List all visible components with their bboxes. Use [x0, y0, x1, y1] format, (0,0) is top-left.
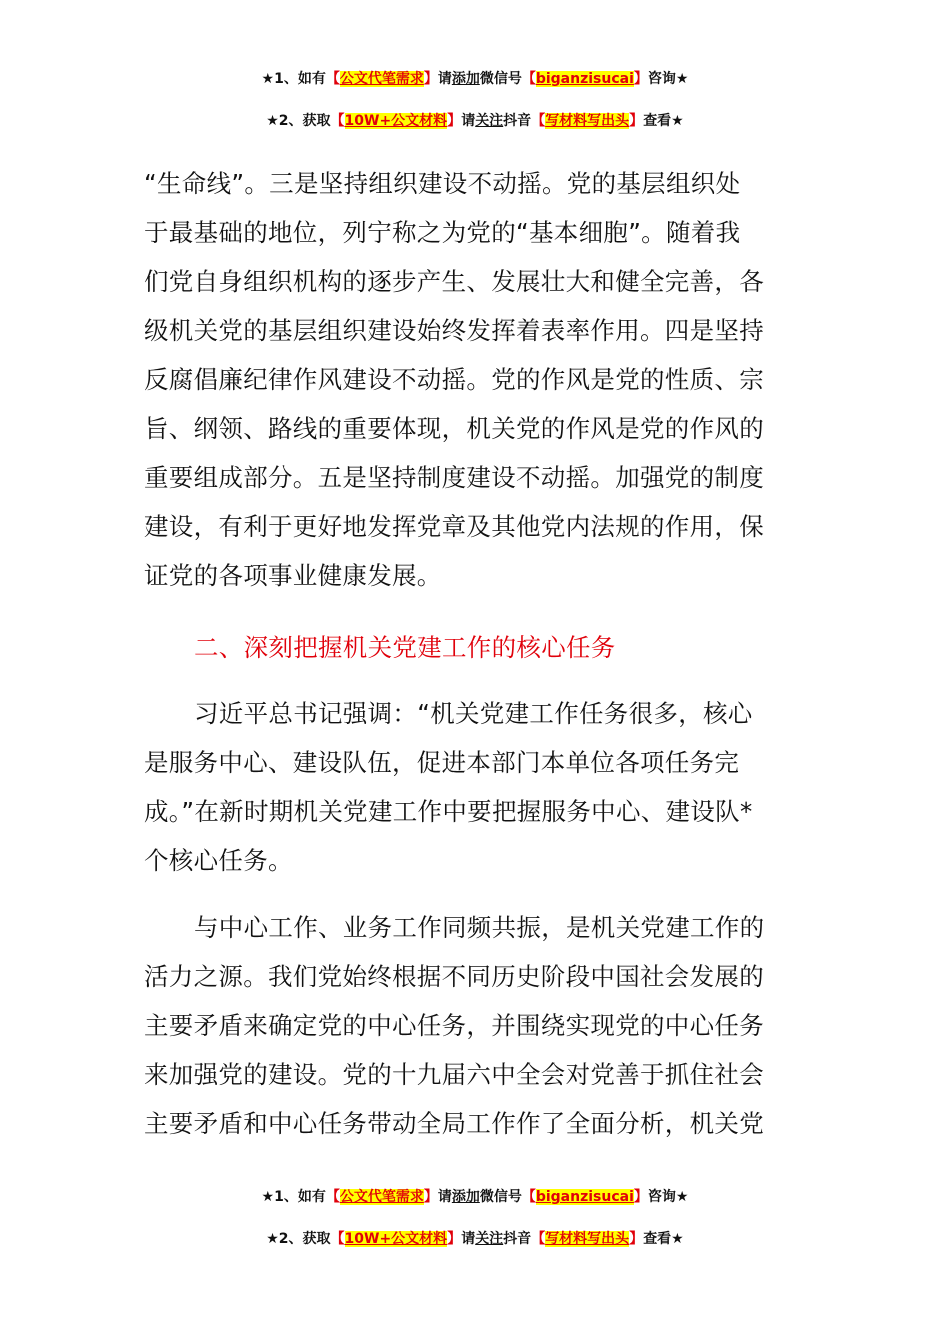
banner-text: 请	[437, 71, 452, 87]
bracket: 】	[423, 71, 438, 87]
text-line: 于最基础的地位，列宁称之为党的“基本细胞”。随着我	[144, 218, 741, 247]
bracket: 【	[325, 71, 340, 87]
text-line: 主要矛盾来确定党的中心任务，并围绕实现党的中心任务	[144, 1011, 764, 1040]
banner-text: 微信号	[479, 1189, 522, 1205]
banner-text: ★1、如有	[261, 1189, 326, 1205]
banner-underlined: 添加	[451, 71, 480, 87]
paragraph-1	[144, 159, 808, 600]
banner-text: ★2、获取	[266, 1231, 331, 1247]
bracket: 【	[325, 1189, 340, 1205]
banner-underlined: 关注	[475, 113, 504, 129]
banner-text: 请	[461, 1231, 476, 1247]
paragraph-3	[144, 903, 808, 1148]
bracket: 】	[633, 1189, 648, 1205]
text-line: “生命线”。三是坚持组织建设不动摇。党的基层组织处	[144, 169, 741, 198]
bracket: 】	[447, 113, 462, 129]
text-line: 级机关党的基层组织建设始终发挥着表率作用。四是坚持	[144, 316, 764, 345]
banner-text: 查看★	[643, 113, 684, 129]
section-heading-block	[144, 623, 808, 672]
banner-text: 查看★	[643, 1231, 684, 1247]
bracket: 】	[633, 71, 648, 87]
banner-highlight: 10W+公文材料	[344, 1231, 448, 1247]
banner-text: 咨询★	[647, 1189, 689, 1205]
bracket: 【	[531, 113, 546, 129]
text-line: 来加强党的建设。党的十九届六中全会对党善于抓住社会	[144, 1060, 764, 1089]
top-banner-line-2	[0, 110, 950, 130]
bracket: 】	[447, 1231, 462, 1247]
banner-wechat-id: biganzisucai	[535, 1189, 634, 1205]
banner-douyin-account: 写材料写出头	[545, 1231, 630, 1247]
text-line: 成。”在新时期机关党建工作中要把握服务中心、建设队*	[144, 797, 753, 826]
bracket: 】	[629, 1231, 644, 1247]
banner-text: 抖音	[503, 113, 532, 129]
text-line: 证党的各项事业健康发展。	[144, 561, 442, 590]
text-line: 反腐倡廉纪律作风建设不动摇。党的作风是党的性质、宗	[144, 365, 764, 394]
document-body	[144, 159, 808, 600]
text-line: 重要组成部分。五是坚持制度建设不动摇。加强党的制度	[144, 463, 764, 492]
text-line: 们党自身组织机构的逐步产生、发展壮大和健全完善，各	[144, 267, 764, 296]
bracket: 【	[521, 1189, 536, 1205]
banner-text: 咨询★	[647, 71, 689, 87]
bracket: 【	[531, 1231, 546, 1247]
banner-underlined: 关注	[475, 1231, 504, 1247]
bracket: 】	[629, 113, 644, 129]
bottom-banner-line-2	[0, 1228, 950, 1248]
bracket: 【	[330, 1231, 345, 1247]
top-banner-line-1	[0, 68, 950, 88]
bottom-banner-line-1	[0, 1186, 950, 1206]
bracket: 】	[423, 1189, 438, 1205]
bracket: 【	[521, 71, 536, 87]
banner-text: 微信号	[479, 71, 522, 87]
section-heading: 二、深刻把握机关党建工作的核心任务	[194, 633, 616, 662]
text-line: 是服务中心、建设队伍，促进本部门本单位各项任务完	[144, 748, 740, 777]
banner-text: ★1、如有	[261, 71, 326, 87]
banner-wechat-id: biganzisucai	[535, 71, 634, 87]
text-line: 旨、纲领、路线的重要体现，机关党的作风是党的作风的	[144, 414, 764, 443]
banner-highlight: 10W+公文材料	[344, 113, 448, 129]
banner-text: 请	[437, 1189, 452, 1205]
paragraph-2	[144, 689, 808, 885]
banner-text: 抖音	[503, 1231, 532, 1247]
bracket: 【	[330, 113, 345, 129]
text-line: 活力之源。我们党始终根据不同历史阶段中国社会发展的	[144, 962, 764, 991]
banner-text: ★2、获取	[266, 113, 331, 129]
text-line: 主要矛盾和中心任务带动全局工作作了全面分析，机关党	[144, 1109, 764, 1138]
banner-douyin-account: 写材料写出头	[545, 113, 630, 129]
text-line: 与中心工作、业务工作同频共振，是机关党建工作的	[194, 913, 765, 942]
banner-text: 请	[461, 113, 476, 129]
banner-underlined: 添加	[451, 1189, 480, 1205]
text-line: 个核心任务。	[144, 846, 293, 875]
banner-highlight: 公文代笔需求	[339, 1189, 424, 1205]
banner-highlight: 公文代笔需求	[339, 71, 424, 87]
text-line: 习近平总书记强调：“机关党建工作任务很多，核心	[194, 699, 753, 728]
text-line: 建设，有利于更好地发挥党章及其他党内法规的作用，保	[144, 512, 764, 541]
